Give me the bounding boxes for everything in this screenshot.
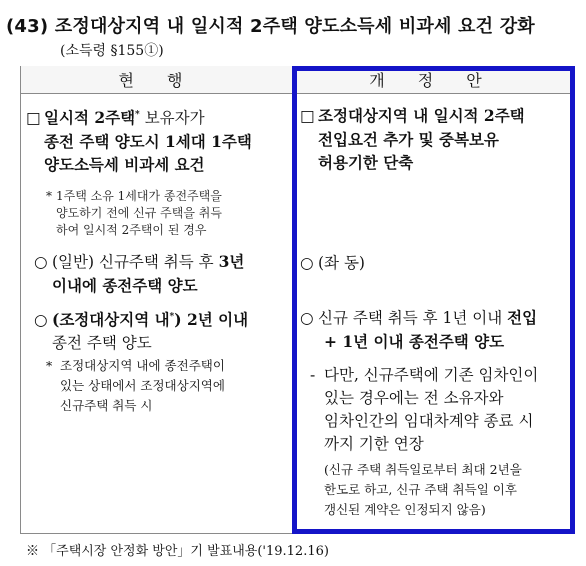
current-item-3: ○ (조정대상지역 내*) 2년 이내 종전 주택 양도 (34, 310, 249, 353)
current-column (26, 100, 290, 530)
header-revised: 개 정 안 (294, 66, 571, 94)
revised-item-2: ○ (좌 동) (300, 254, 365, 272)
current-note-1: * 1주택 소유 1세대가 종전주택을 양도하기 전에 신규 주택을 취득 하여 일시적 2주택이 된 경우 (46, 189, 222, 237)
revised-note: (신규 주택 취득일로부터 최대 2년을 한도로 하고, 신규 주택 취득일 이후 갱신된 계약은 인정되지 않음) (324, 462, 522, 517)
current-note-2: * 조정대상지역 내에 종전주택이 있는 상태에서 조정대상지역에 신규주택 취득 시 (46, 358, 225, 413)
current-item-2: ○ (일반) 신규주택 취득 후 3년 이내에 종전주택 양도 (34, 252, 245, 295)
revised-item-4: - 다만, 신규주택에 기존 임차인이 있는 경우에는 전 소유자와 임차인간의 임대차계약 종료 시 까지 기한 연장 (310, 366, 539, 453)
checkbox-bullet: □ (26, 109, 41, 128)
checkbox-bullet: □ (300, 107, 315, 125)
legal-reference: (소득령 §155①) (60, 43, 164, 59)
current-item-1: □ 일시적 2주택* 보유자가 종전 주택 양도시 1세대 1주택 양도소득세 비과세 요건 (26, 108, 252, 175)
highlight-box (292, 66, 575, 534)
revised-item-1: □ 조정대상지역 내 일시적 2주택 전입요건 추가 및 중복보유 허용기한 단축 (300, 106, 525, 172)
footnote: ※ 「주택시장 안정화 방안」기 발표내용('19.12.16) (26, 544, 329, 559)
page-title: (43) 조정대상지역 내 일시적 2주택 양도소득세 비과세 요건 강화 (6, 16, 535, 37)
header-current: 현 행 (21, 66, 294, 94)
revised-item-3: ○ 신규 주택 취득 후 1년 이내 전입 + 1년 이내 종전주택 양도 (300, 308, 538, 351)
